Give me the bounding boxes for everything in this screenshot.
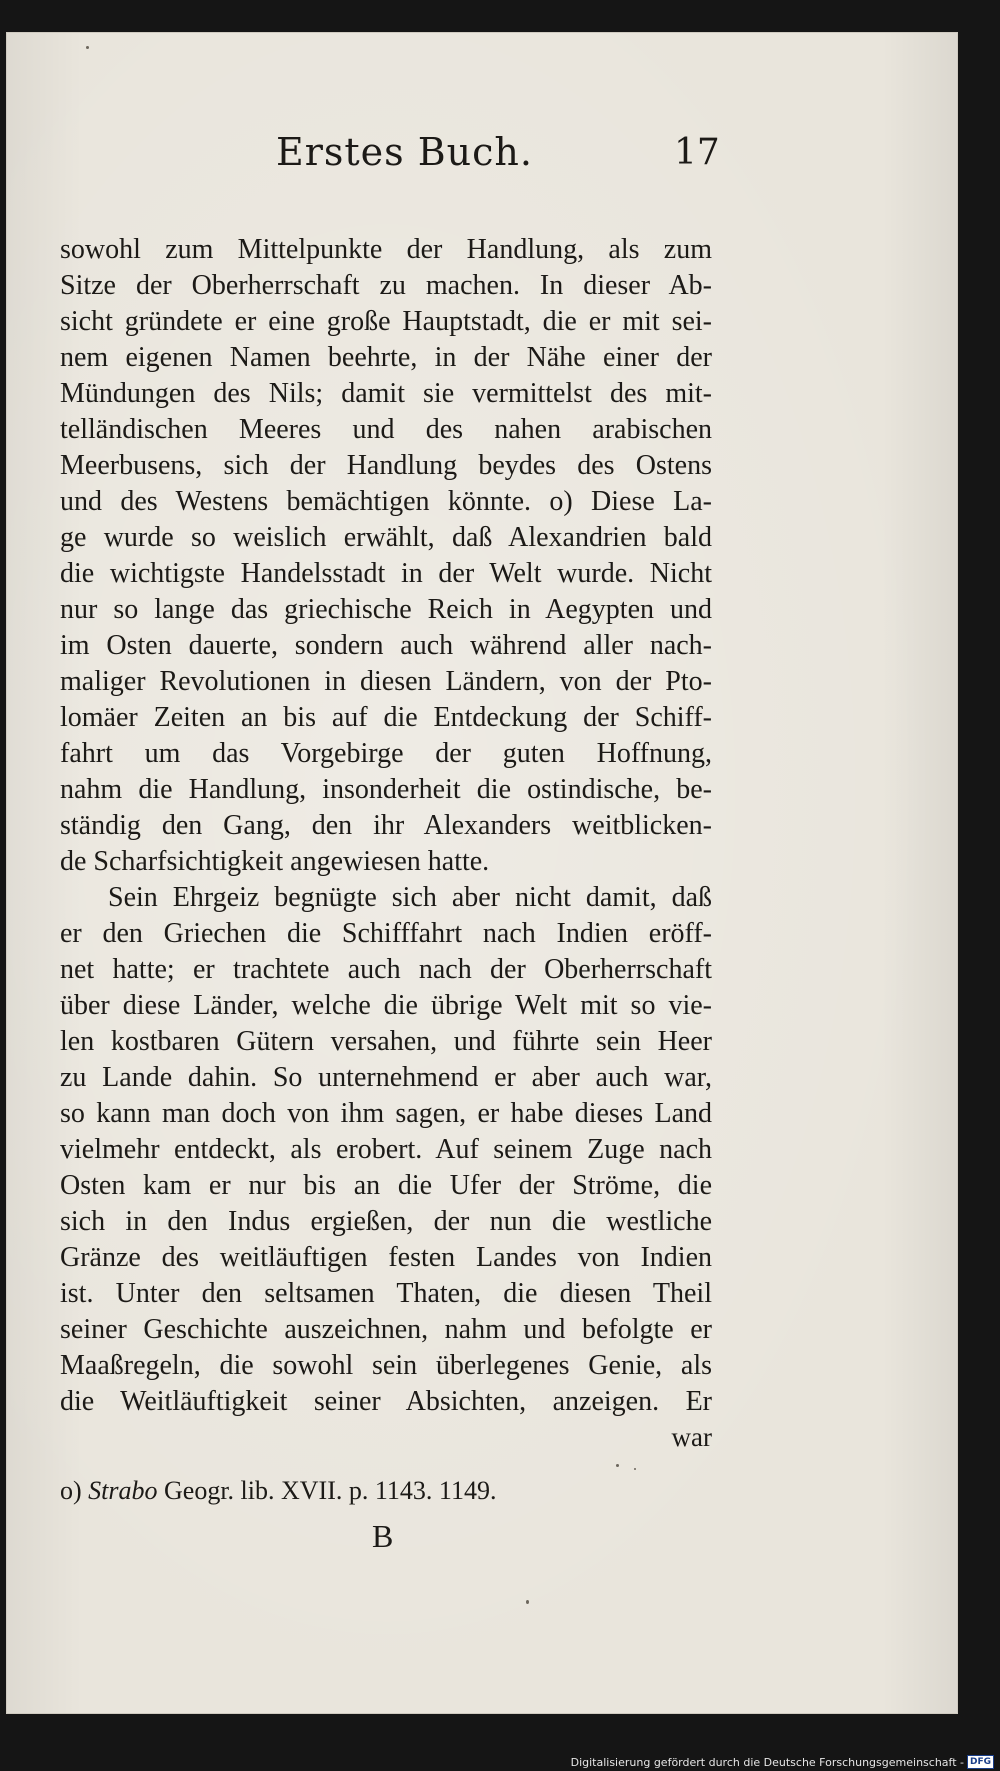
text-line: im Osten dauerte, sondern auch während aller nach- (60, 630, 712, 661)
text-line: sowohl zum Mittelpunkte der Handlung, als zum (60, 234, 712, 265)
text-line: maliger Revolutionen in diesen Ländern, von der Pto- (60, 666, 712, 697)
text-line: Maaßregeln, die sowohl sein überlegenes Genie, als (60, 1350, 712, 1381)
text-line: Sein Ehrgeiz begnügte sich aber nicht damit, daß (108, 882, 712, 913)
text-line: nem eigenen Namen beehrte, in der Nähe einer der (60, 342, 712, 373)
page-number: 17 (674, 132, 720, 173)
text-line: ge wurde so weislich erwählt, daß Alexandrien bald (60, 522, 712, 553)
text-line: ständig den Gang, den ihr Alexanders weitblicken- (60, 810, 712, 841)
text-line: so kann man doch von ihm sagen, er habe dieses Land (60, 1098, 712, 1129)
text-line: vielmehr entdeckt, als erobert. Auf seinem Zuge nach (60, 1134, 712, 1165)
paper-speck (616, 1464, 619, 1467)
signature-mark: B (372, 1518, 394, 1554)
digitization-credit (571, 1755, 994, 1769)
text-line: nur so lange das griechische Reich in Aegypten und (60, 594, 712, 625)
book-page (6, 32, 958, 1714)
text-line: net hatte; er trachtete auch nach der Oberherrschaft (60, 954, 712, 985)
dfg-logo: DFG (967, 1755, 994, 1769)
chapter-heading: Erstes Buch. (276, 130, 533, 174)
footnote-author: Strabo (88, 1476, 158, 1505)
footnote (60, 1476, 496, 1506)
text-line: de Scharfsichtigkeit angewiesen hatte. (60, 846, 490, 877)
text-line: Meerbusens, sich der Handlung beydes des Ostens (60, 450, 712, 481)
text-line: Sitze der Oberherrschaft zu machen. In dieser Ab- (60, 270, 712, 301)
paper-speck (86, 46, 89, 49)
text-line: ist. Unter den seltsamen Thaten, die diesen Theil (60, 1278, 712, 1309)
catchword: war (671, 1422, 712, 1452)
text-line: und des Westens bemächtigen könnte. o) Diese La- (60, 486, 712, 517)
text-line: Gränze des weitläuftigen festen Landes von Indien (60, 1242, 712, 1273)
text-line: telländischen Meeres und des nahen arabischen (60, 414, 712, 445)
text-line: len kostbaren Gütern versahen, und führte sein Heer (60, 1026, 712, 1057)
text-line: sich in den Indus ergießen, der nun die westliche (60, 1206, 712, 1237)
text-line: lomäer Zeiten an bis auf die Entdeckung der Schiff- (60, 702, 712, 733)
footnote-marker: o) (60, 1476, 82, 1505)
text-line: zu Lande dahin. So unternehmend er aber auch war, (60, 1062, 712, 1093)
text-line: Mündungen des Nils; damit sie vermittelst des mit- (60, 378, 712, 409)
text-line: die wichtigste Handelsstadt in der Welt wurde. Nicht (60, 558, 712, 589)
text-line: die Weitläuftigkeit seiner Absichten, anzeigen. Er (60, 1386, 712, 1417)
catchword-area (60, 32, 712, 1532)
paper-speck (526, 1600, 529, 1604)
credit-text: Digitalisierung gefördert durch die Deutsche Forschungsgemeinschaft - (570, 1755, 964, 1769)
text-line: Osten kam er nur bis an die Ufer der Ströme, die (60, 1170, 712, 1201)
text-line: sicht gründete er eine große Hauptstadt, die er mit sei- (60, 306, 712, 337)
text-line: seiner Geschichte auszeichnen, nahm und befolgte er (60, 1314, 712, 1345)
text-line: er den Griechen die Schifffahrt nach Indien eröff- (60, 918, 712, 949)
text-line: fahrt um das Vorgebirge der guten Hoffnung, (60, 738, 712, 769)
paper-speck (634, 1468, 636, 1470)
footnote-reference: Geogr. lib. XVII. p. 1143. 1149. (164, 1476, 497, 1505)
text-line: über diese Länder, welche die übrige Welt mit so vie- (60, 990, 712, 1021)
text-line: nahm die Handlung, insonderheit die ostindische, be- (60, 774, 712, 805)
